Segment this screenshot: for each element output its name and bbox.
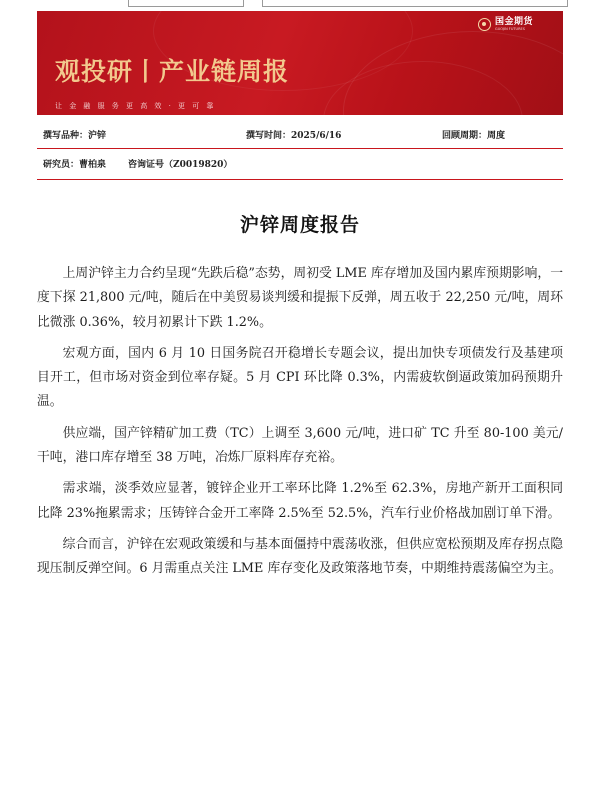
meta-researcher-label: 研究员： [43,160,80,170]
logo-icon [478,18,491,31]
meta-license [128,157,232,170]
meta-period-label: 回顾周期： [442,131,488,141]
paragraph-macro: 宏观方面，国内 6 月 10 日国务院召开稳增长专题会议，提出加快专项债发行及基建项目开工，但市场对资金到位率存疑。5 月 CPI 环比降 0.3%，内需疲软倒逼政策加码预期升温。 [37,345,563,410]
meta-variety [43,128,106,141]
report-body [37,262,563,589]
company-logo [478,18,533,32]
banner-slogan: 让金融服务更高效·更可靠 [55,102,221,110]
header-divider [37,148,563,149]
logo-english-name: GUOJIN FUTURES [494,27,525,31]
paragraph-supply: 供应端，国产锌精矿加工费（TC）上调至 3,600 元/吨，进口矿 TC 升至 80-100 美元/干吨，港口库存增至 38 万吨，冶炼厂原料库存充裕。 [37,425,563,466]
meta-variety-value: 沪锌 [88,131,107,141]
meta-license-label: 咨询证号 [128,160,165,170]
meta-period-value: 周度 [487,131,506,141]
meta-researcher [43,157,106,170]
report-banner [37,11,563,115]
meta-period [442,128,505,141]
header-box-left [128,0,244,7]
meta-variety-label: 撰写品种： [43,131,89,141]
report-title: 沪锌周度报告 [239,214,360,236]
meta-license-value: （Z0019820） [164,160,233,170]
meta-date [246,128,341,141]
banner-title: 观投研丨产业链周报 [55,57,290,86]
paragraph-demand: 需求端，淡季效应显著，镀锌企业开工率环比降 1.2%至 62.3%，房地产新开工面积同比降 23%拖累需求；压铸锌合金开工率降 2.5%至 52.5%，汽车行业价格战加剧订单下滑。 [37,481,563,521]
meta-date-label: 撰写时间： [246,131,292,141]
header-divider [37,179,563,180]
logo-name: 国金期货 [494,17,533,27]
paragraph-summary: 综合而言，沪锌在宏观政策缓和与基本面僵持中震荡收涨，但供应宽松预期及库存拐点隐现压制反弹空间。6 月需重点关注 LME 库存变化及政策落地节奏，中期维持震荡偏空为主。 [37,536,563,577]
meta-date-value: 2025/6/16 [291,131,342,141]
header-box-right [262,0,568,7]
paragraph-price: 上周沪锌主力合约呈现“先跌后稳”态势，周初受 LME 库存增加及国内累库预期影响，一度下探 21,800 元/吨，随后在中美贸易谈判缓和提振下反弹，周五收于 22,250 元/吨，周环比微涨 0.36%，较月初累计下跌 1.2%。 [37,266,563,330]
meta-researcher-value: 曹柏泉 [79,160,107,170]
